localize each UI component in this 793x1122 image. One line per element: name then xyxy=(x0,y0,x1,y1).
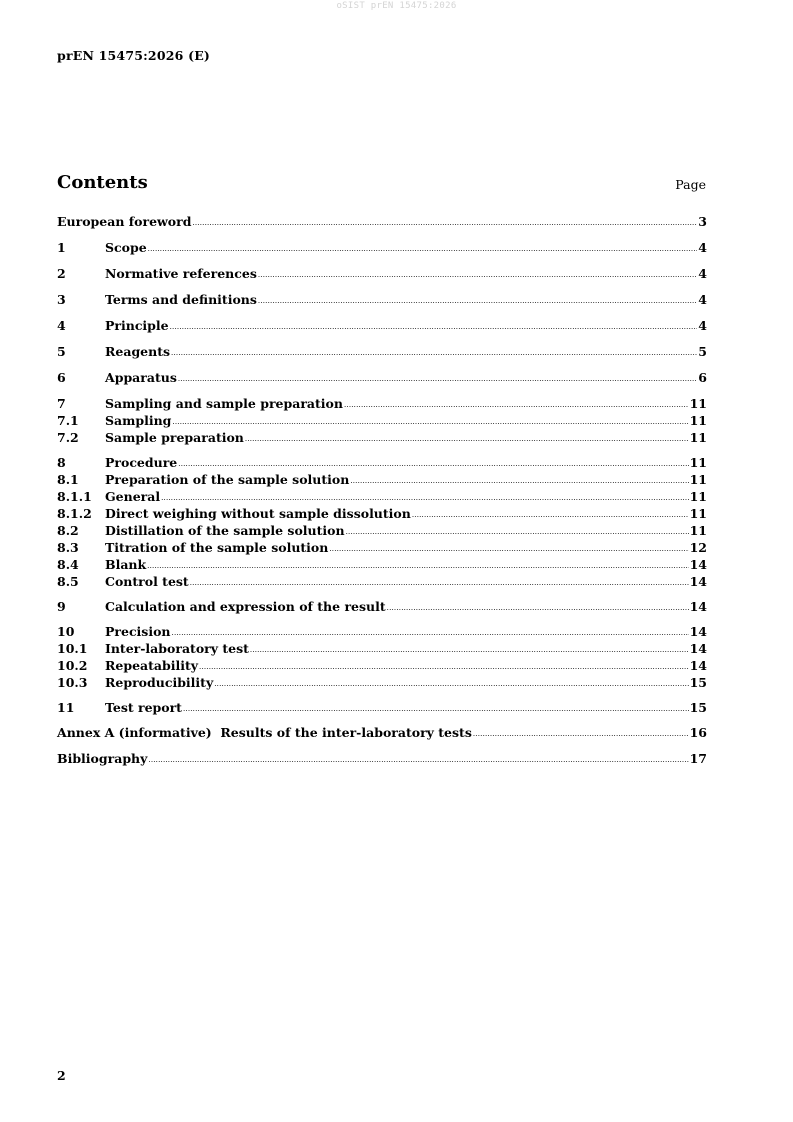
toc-entry-title: Blank xyxy=(105,557,147,572)
toc-entry[interactable] xyxy=(57,412,707,429)
dot-leader xyxy=(473,726,689,743)
toc-entry-number: 8.1.1 xyxy=(57,489,92,504)
toc-entry-number: 8.5 xyxy=(57,574,79,589)
toc-entry[interactable] xyxy=(57,657,707,674)
toc-entry-title: Reproducibility xyxy=(105,675,214,690)
toc-entry-page: 4 xyxy=(698,318,707,333)
toc-entry-number: 2 xyxy=(57,266,66,281)
toc-entry-number: 8.3 xyxy=(57,540,79,555)
toc-entry-title: Inter-laboratory test xyxy=(105,641,249,656)
toc-entry-number: 11 xyxy=(57,700,75,715)
toc-entry-title: Sampling xyxy=(105,413,172,428)
toc-entry-title: Terms and definitions xyxy=(105,292,257,307)
toc-entry-title: Precision xyxy=(105,624,171,639)
toc-entry-page: 16 xyxy=(689,725,707,740)
toc-entry-number: 10.2 xyxy=(57,658,88,673)
dot-leader xyxy=(183,701,689,718)
toc-entry-title: Bibliography xyxy=(57,751,148,766)
toc-entry-page: 12 xyxy=(689,540,707,555)
dot-leader xyxy=(171,345,697,362)
toc-entry-number: 7.2 xyxy=(57,430,79,445)
toc-entry-number: 8.1.2 xyxy=(57,506,92,521)
dot-leader xyxy=(346,524,689,541)
dot-leader xyxy=(258,293,697,310)
toc-entry[interactable] xyxy=(57,343,707,360)
toc-entry-number: 6 xyxy=(57,370,66,385)
toc-entry-page: 14 xyxy=(689,658,707,673)
toc-entry-title: Preparation of the sample solution xyxy=(105,472,350,487)
toc-entry[interactable] xyxy=(57,699,707,716)
toc-entry-title: Titration of the sample solution xyxy=(105,540,329,555)
toc-entry[interactable] xyxy=(57,213,707,230)
toc-entry[interactable] xyxy=(57,471,707,488)
dot-leader xyxy=(148,752,688,769)
dot-leader xyxy=(245,431,689,448)
toc-entry-title: Annex A (informative) Results of the inter-laboratory tests xyxy=(57,725,472,740)
toc-entry-page: 11 xyxy=(689,396,707,411)
toc-entry-title: Scope xyxy=(105,240,147,255)
toc-entry-page: 3 xyxy=(698,214,707,229)
dot-leader xyxy=(412,507,689,524)
toc-entry[interactable] xyxy=(57,395,707,412)
toc-entry[interactable] xyxy=(57,556,707,573)
toc-entry-page: 11 xyxy=(689,472,707,487)
toc-entry[interactable] xyxy=(57,522,707,539)
page-number: 2 xyxy=(57,1068,66,1083)
toc-entry-page: 15 xyxy=(689,700,707,715)
watermark: oSIST prEN 15475:2026 xyxy=(336,1,457,11)
dot-leader xyxy=(161,490,688,507)
toc-entry-page: 17 xyxy=(689,751,707,766)
toc-entry[interactable] xyxy=(57,724,707,741)
dot-leader xyxy=(147,558,688,575)
dot-leader xyxy=(170,319,698,336)
toc-entry[interactable] xyxy=(57,369,707,386)
toc-entry-title: Principle xyxy=(105,318,169,333)
toc-entry[interactable] xyxy=(57,598,707,615)
toc-entry-number: 8 xyxy=(57,455,66,470)
toc-entry-title: Test report xyxy=(105,700,182,715)
toc-entry-number: 8.2 xyxy=(57,523,79,538)
toc-entry-title: Sample preparation xyxy=(105,430,244,445)
toc-entry-page: 11 xyxy=(689,430,707,445)
dot-leader xyxy=(172,414,688,431)
toc-entry-number: 7.1 xyxy=(57,413,79,428)
toc-entry-page: 4 xyxy=(698,240,707,255)
dot-leader xyxy=(192,215,697,232)
dot-leader xyxy=(178,456,688,473)
toc-entry-title: Reagents xyxy=(105,344,171,359)
toc-entry-page: 15 xyxy=(689,675,707,690)
dot-leader xyxy=(258,267,697,284)
dot-leader xyxy=(148,241,698,258)
toc-entry-title: Repeatability xyxy=(105,658,199,673)
toc-entry-number: 10 xyxy=(57,624,75,639)
toc-entry-number: 5 xyxy=(57,344,66,359)
dot-leader xyxy=(190,575,689,592)
dot-leader xyxy=(172,625,689,642)
toc-entry[interactable] xyxy=(57,573,707,590)
toc-entry-number: 10.1 xyxy=(57,641,88,656)
toc-entry[interactable] xyxy=(57,291,707,308)
toc-entry[interactable] xyxy=(57,239,707,256)
toc-entry-title: General xyxy=(105,489,161,504)
toc-entry-page: 14 xyxy=(689,624,707,639)
table-of-contents xyxy=(57,213,707,767)
dot-leader xyxy=(350,473,688,490)
toc-entry-number: 8.1 xyxy=(57,472,79,487)
toc-entry[interactable] xyxy=(57,674,707,691)
toc-entry-page: 14 xyxy=(689,557,707,572)
toc-entry-page: 11 xyxy=(689,455,707,470)
toc-entry-page: 14 xyxy=(689,641,707,656)
dot-leader xyxy=(199,659,689,676)
toc-entry-title: Control test xyxy=(105,574,189,589)
toc-entry[interactable] xyxy=(57,750,707,767)
toc-entry-page: 5 xyxy=(698,344,707,359)
toc-entry-title: European foreword xyxy=(57,214,192,229)
toc-entry-title: Apparatus xyxy=(105,370,177,385)
dot-leader xyxy=(329,541,688,558)
dot-leader xyxy=(178,371,697,388)
toc-entry-page: 11 xyxy=(689,523,707,538)
toc-entry-number: 3 xyxy=(57,292,66,307)
toc-entry-title: Distillation of the sample solution xyxy=(105,523,345,538)
toc-entry-page: 11 xyxy=(689,413,707,428)
toc-entry[interactable] xyxy=(57,317,707,334)
toc-entry-number: 7 xyxy=(57,396,66,411)
toc-entry-page: 4 xyxy=(698,266,707,281)
toc-entry-page: 11 xyxy=(689,489,707,504)
toc-entry-page: 14 xyxy=(689,599,707,614)
toc-entry-title: Sampling and sample preparation xyxy=(105,396,343,411)
toc-entry-number: 10.3 xyxy=(57,675,88,690)
contents-heading: Contents xyxy=(57,172,148,193)
toc-entry[interactable] xyxy=(57,265,707,282)
document-id: prEN 15475:2026 (E) xyxy=(57,48,211,63)
toc-entry[interactable] xyxy=(57,454,707,471)
toc-entry[interactable] xyxy=(57,640,707,657)
toc-entry-page: 4 xyxy=(698,292,707,307)
toc-entry-number: 8.4 xyxy=(57,557,79,572)
toc-entry[interactable] xyxy=(57,505,707,522)
toc-entry-number: 1 xyxy=(57,240,66,255)
dot-leader xyxy=(214,676,688,693)
toc-entry-title: Calculation and expression of the result xyxy=(105,599,386,614)
toc-entry[interactable] xyxy=(57,623,707,640)
page-column-label: Page xyxy=(675,177,706,192)
dot-leader xyxy=(344,397,689,414)
toc-entry[interactable] xyxy=(57,539,707,556)
toc-entry-title: Normative references xyxy=(105,266,257,281)
dot-leader xyxy=(387,600,689,617)
toc-entry[interactable] xyxy=(57,429,707,446)
toc-entry-page: 14 xyxy=(689,574,707,589)
toc-entry-number: 9 xyxy=(57,599,66,614)
toc-entry-title: Direct weighing without sample dissolution xyxy=(105,506,411,521)
toc-entry-page: 6 xyxy=(698,370,707,385)
dot-leader xyxy=(250,642,689,659)
toc-entry-page: 11 xyxy=(689,506,707,521)
toc-entry-title: Procedure xyxy=(105,455,178,470)
toc-entry[interactable] xyxy=(57,488,707,505)
toc-entry-number: 4 xyxy=(57,318,66,333)
